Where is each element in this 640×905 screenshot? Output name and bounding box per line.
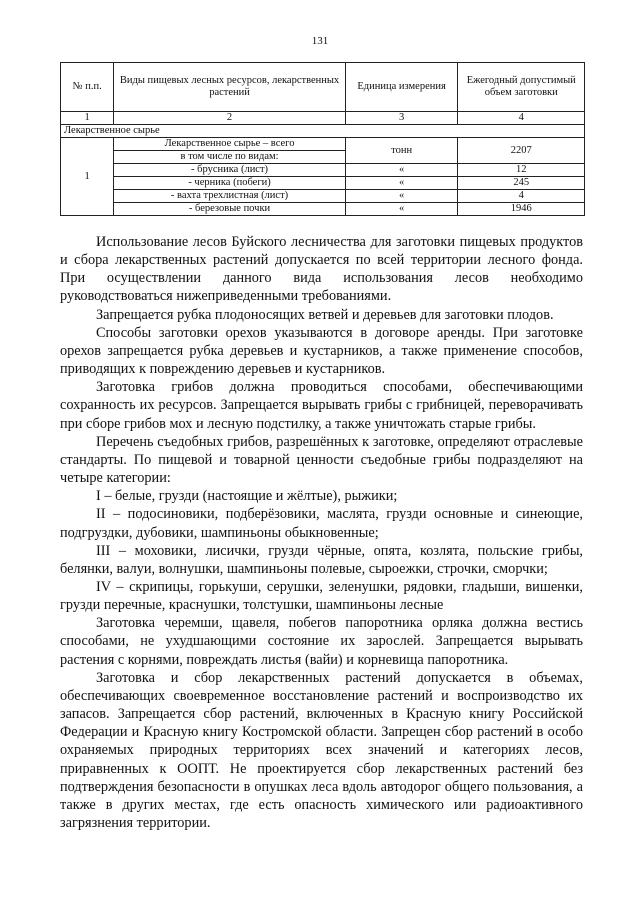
section-title: Лекарственное сырье — [61, 125, 585, 138]
section-row — [61, 125, 585, 138]
row-unit: « — [345, 203, 458, 216]
paragraph: Заготовка черемши, щавеля, побегов папоротника орляка должна вестись способами, не ухудшающими состояние их зарослей. Запрещается вырывать растения с корнями, повреждать листья (вайи) и корневища папоротника. — [60, 615, 583, 668]
column-number: 1 — [61, 112, 114, 125]
header-number: № п.п. — [61, 63, 114, 112]
column-number: 2 — [114, 112, 345, 125]
paragraph: Запрещается рубка плодоносящих ветвей и деревьев для заготовки плодов. — [96, 306, 554, 323]
table-row — [61, 164, 585, 177]
row-name: - черника (побеги) — [114, 177, 345, 190]
column-number-row — [61, 112, 585, 125]
table-row — [61, 177, 585, 190]
page-number: 131 — [311, 35, 329, 47]
paragraph: Заготовка и сбор лекарственных растений допускается в объемах, обеспечивающих своевременное восстановление растений и воспроизводство их запасов. Запрещается сбор растений, включенных в Красную книгу Российской Федерации и Красную книгу Костромской области. Запрещен сбор растений в особо охраняемых природных территориях всех значений и категориях лесов, приравненных к ООПТ. Не проектируется сбор лекарственных растений без подтверждения безопасности в опушках леса вдоль автодорог общего пользования, а также в других местах, где есть опасность химического или радиоактивного загрязнения территории. — [60, 669, 583, 831]
paragraph: II – подосиновики, подберёзовики, маслята, грузди основные и синеющие, подгруздки, дубовики, шампиньоны обыкновенные; — [60, 506, 583, 541]
paragraph: Использование лесов Буйского лесничества для заготовки пищевых продуктов и сбора лекарственных растений допускается по всей территории лесного фонда. При осуществлении данного вида использования лесов необходимо руководствоваться нижеприведенными требованиями. — [60, 234, 583, 305]
paragraph: Перечень съедобных грибов, разрешённых к заготовке, определяют отраслевые стандарты. По пищевой и товарной ценности съедобные грибы подразделяют на четыре категории: — [60, 433, 583, 487]
row-unit: « — [345, 190, 458, 203]
table-row — [61, 203, 585, 216]
paragraph: III – моховики, лисички, грузди чёрные, опята, козлята, польские грибы, белянки, валуи, волнушки, шампиньоны полевые, сыроежки, строчки, сморчки; — [60, 542, 583, 577]
row-group-number: 1 — [61, 138, 114, 216]
row-name: - вахта трехлистная (лист) — [114, 190, 345, 203]
row-unit: « — [345, 164, 458, 177]
total-value: 2207 — [458, 138, 585, 164]
paragraph: IV – скрипицы, горькуши, серушки, зеленушки, рядовки, гладыши, вишенки, грузди перечные, краснушки, толстушки, шампиньоны лесные — [60, 578, 583, 614]
column-number: 4 — [458, 112, 585, 125]
body-text — [60, 233, 583, 832]
paragraph: I – белые, грузди (настоящие и жёлтые), рыжики; — [96, 488, 398, 505]
column-number: 3 — [345, 112, 458, 125]
row-unit: « — [345, 177, 458, 190]
header-annual-volume: Ежегодный допустимый объем заготовки — [458, 63, 585, 112]
total-name: Лекарственное сырье – всего — [114, 138, 345, 151]
header-resource-type: Виды пищевых лесных ресурсов, лекарственных растений — [114, 63, 345, 112]
row-value: 1946 — [458, 203, 585, 216]
row-value: 245 — [458, 177, 585, 190]
total-unit: тонн — [345, 138, 458, 164]
paragraph: Заготовка грибов должна проводиться способами, обеспечивающими сохранность их ресурсов. Запрещается вырывать грибы с грибницей, переворачивать при сборе грибов мох и лесную подстилку, а также уничтожать старые грибы. — [60, 379, 583, 432]
row-name: - березовые почки — [114, 203, 345, 216]
table-row — [61, 138, 585, 151]
table-row — [61, 190, 585, 203]
row-value: 12 — [458, 164, 585, 177]
paragraph: Способы заготовки орехов указываются в договоре аренды. При заготовке орехов запрещается рубка деревьев и кустарников, а также применение способов, приводящих к повреждению деревьев и кустарников. — [60, 324, 583, 378]
table-header-row — [61, 63, 585, 112]
resources-table — [60, 62, 585, 216]
row-name: - брусника (лист) — [114, 164, 345, 177]
total-subtitle: в том числе по видам: — [114, 151, 345, 164]
row-value: 4 — [458, 190, 585, 203]
header-unit: Единица измерения — [345, 63, 458, 112]
